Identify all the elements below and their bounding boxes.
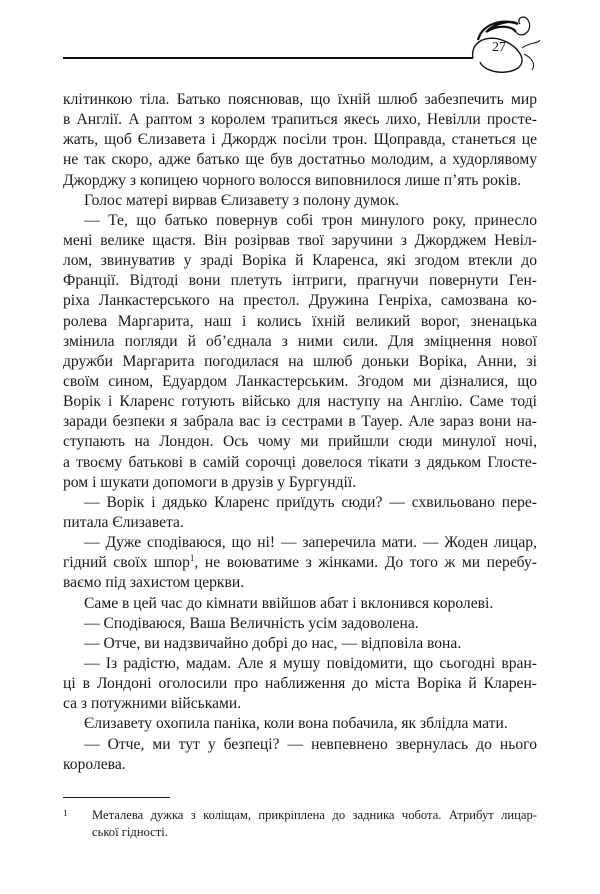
text-line: — Дуже сподіваюся, що ні! — заперечила мати. — Жоден лицар,	[84, 534, 537, 552]
text-line: питала Єлизавета.	[63, 513, 184, 531]
footnote-reference[interactable]: 1	[189, 553, 195, 564]
footnote-rule	[63, 797, 170, 798]
text-line: — Те, що батько повернув собі трон минулого року, принесло	[84, 211, 537, 229]
text-line: Ворік і Кларенс готують військо для наступу на Англію. Саме тоді	[63, 393, 537, 411]
text-line: ці в Лондоні оголосили про наближення до міста Воріка й Кларен-	[63, 675, 537, 693]
text-line: а твоєму батькові в самій сорочці довелося тікати з дядьком Глосте-	[63, 453, 537, 471]
text-line: — Із радістю, мадам. Але я мушу повідомити, що сьогодні вран-	[84, 654, 537, 672]
text-line: ваємо під захистом церкви.	[63, 574, 245, 592]
page-number: 27	[492, 40, 506, 55]
text-line: са з потужними військами.	[63, 695, 242, 713]
text-line: ром і шукати допомоги в друзів у Бургундії.	[63, 473, 357, 491]
text-line: жать, щоб Єлизавета і Джордж посіли трон. Щоправда, станеться це	[63, 131, 537, 149]
text-line: Саме в цей час до кімнати ввійшов абат і вклонився королеві.	[84, 594, 494, 612]
text-line: лом, звинуватив у зраді Воріка й Кларенса, які згодом втекли до	[63, 252, 537, 270]
header-rule	[63, 57, 473, 59]
footnote	[63, 807, 537, 841]
text-line: Джорджу з копицею чорного волосся виповнилося лише п’ять років.	[63, 171, 522, 189]
text-line: ріха Ланкастерського на престол. Дружина Генріха, самозвана ко-	[63, 292, 537, 310]
text-line: ролева Маргарита, наш і колись їхній великий ворог, зненацька	[63, 312, 537, 330]
text-line	[63, 553, 537, 573]
footnote-mark: 1	[63, 808, 68, 818]
text-line: Франції. Відтоді вони плетуть інтриги, прагнучи повернути Ген-	[63, 272, 537, 290]
footnote-line: ської гідності.	[92, 825, 168, 839]
text-line: Голос матері вирвав Єлизавету з полону думок.	[84, 191, 400, 209]
text-line: своїм сином, Едуардом Ланкастерським. Згодом ми дізналися, що	[63, 372, 537, 390]
text-line: дружби Маргарита погодилася на шлюб доньки Воріка, Анни, зі	[63, 352, 537, 370]
text-line: — Отче, ми тут у безпеці? — невпевнено звернулась до нього	[84, 735, 537, 753]
text-line: в Англії. А раптом з королем трапиться якесь лихо, Невілли простe-	[63, 111, 537, 129]
footnote-line: Металева дужка з коліщам, прикріплена до задника чобота. Атрибут лицар-	[92, 808, 537, 822]
text-line: — Ворік і дядько Кларенс приїдуть сюди? — схвильовано пере-	[84, 493, 537, 511]
text-line: Єлизавету охопила паніка, коли вона побачила, як зблідла мати.	[84, 715, 508, 733]
text-line: ступають на Лондон. Ось чому ми прийшли сюди минулої ночі,	[63, 433, 537, 451]
text-line: змінила погляди й об’єднала з ними сили. Для зміцнення нової	[63, 332, 537, 350]
text-segment: , не воюватиме з жінками. До того ж ми перебу-	[194, 554, 537, 572]
text-line: не так скоро, адже батько ще був достатньо молодим, а худорлявому	[63, 151, 537, 169]
text-line: мені велике щастя. Він розірвав твої заручини з Джорджем Невіл-	[63, 231, 537, 249]
text-segment: гідний своїх шпор	[63, 554, 190, 572]
text-line: — Сподіваюся, Ваша Величність усім задоволена.	[84, 614, 419, 632]
text-line: королева.	[63, 755, 126, 773]
body-text	[63, 90, 537, 775]
text-line: клітинкою тіла. Батько пояснював, що їхній шлюб забезпечить мир	[63, 91, 537, 108]
text-line: заради безпеки я забрала вас із сестрами в Тауер. Але зараз вони на-	[63, 413, 537, 431]
text-line: — Отче, ви надзвичайно добрі до нас, — відповіла вона.	[84, 634, 462, 652]
